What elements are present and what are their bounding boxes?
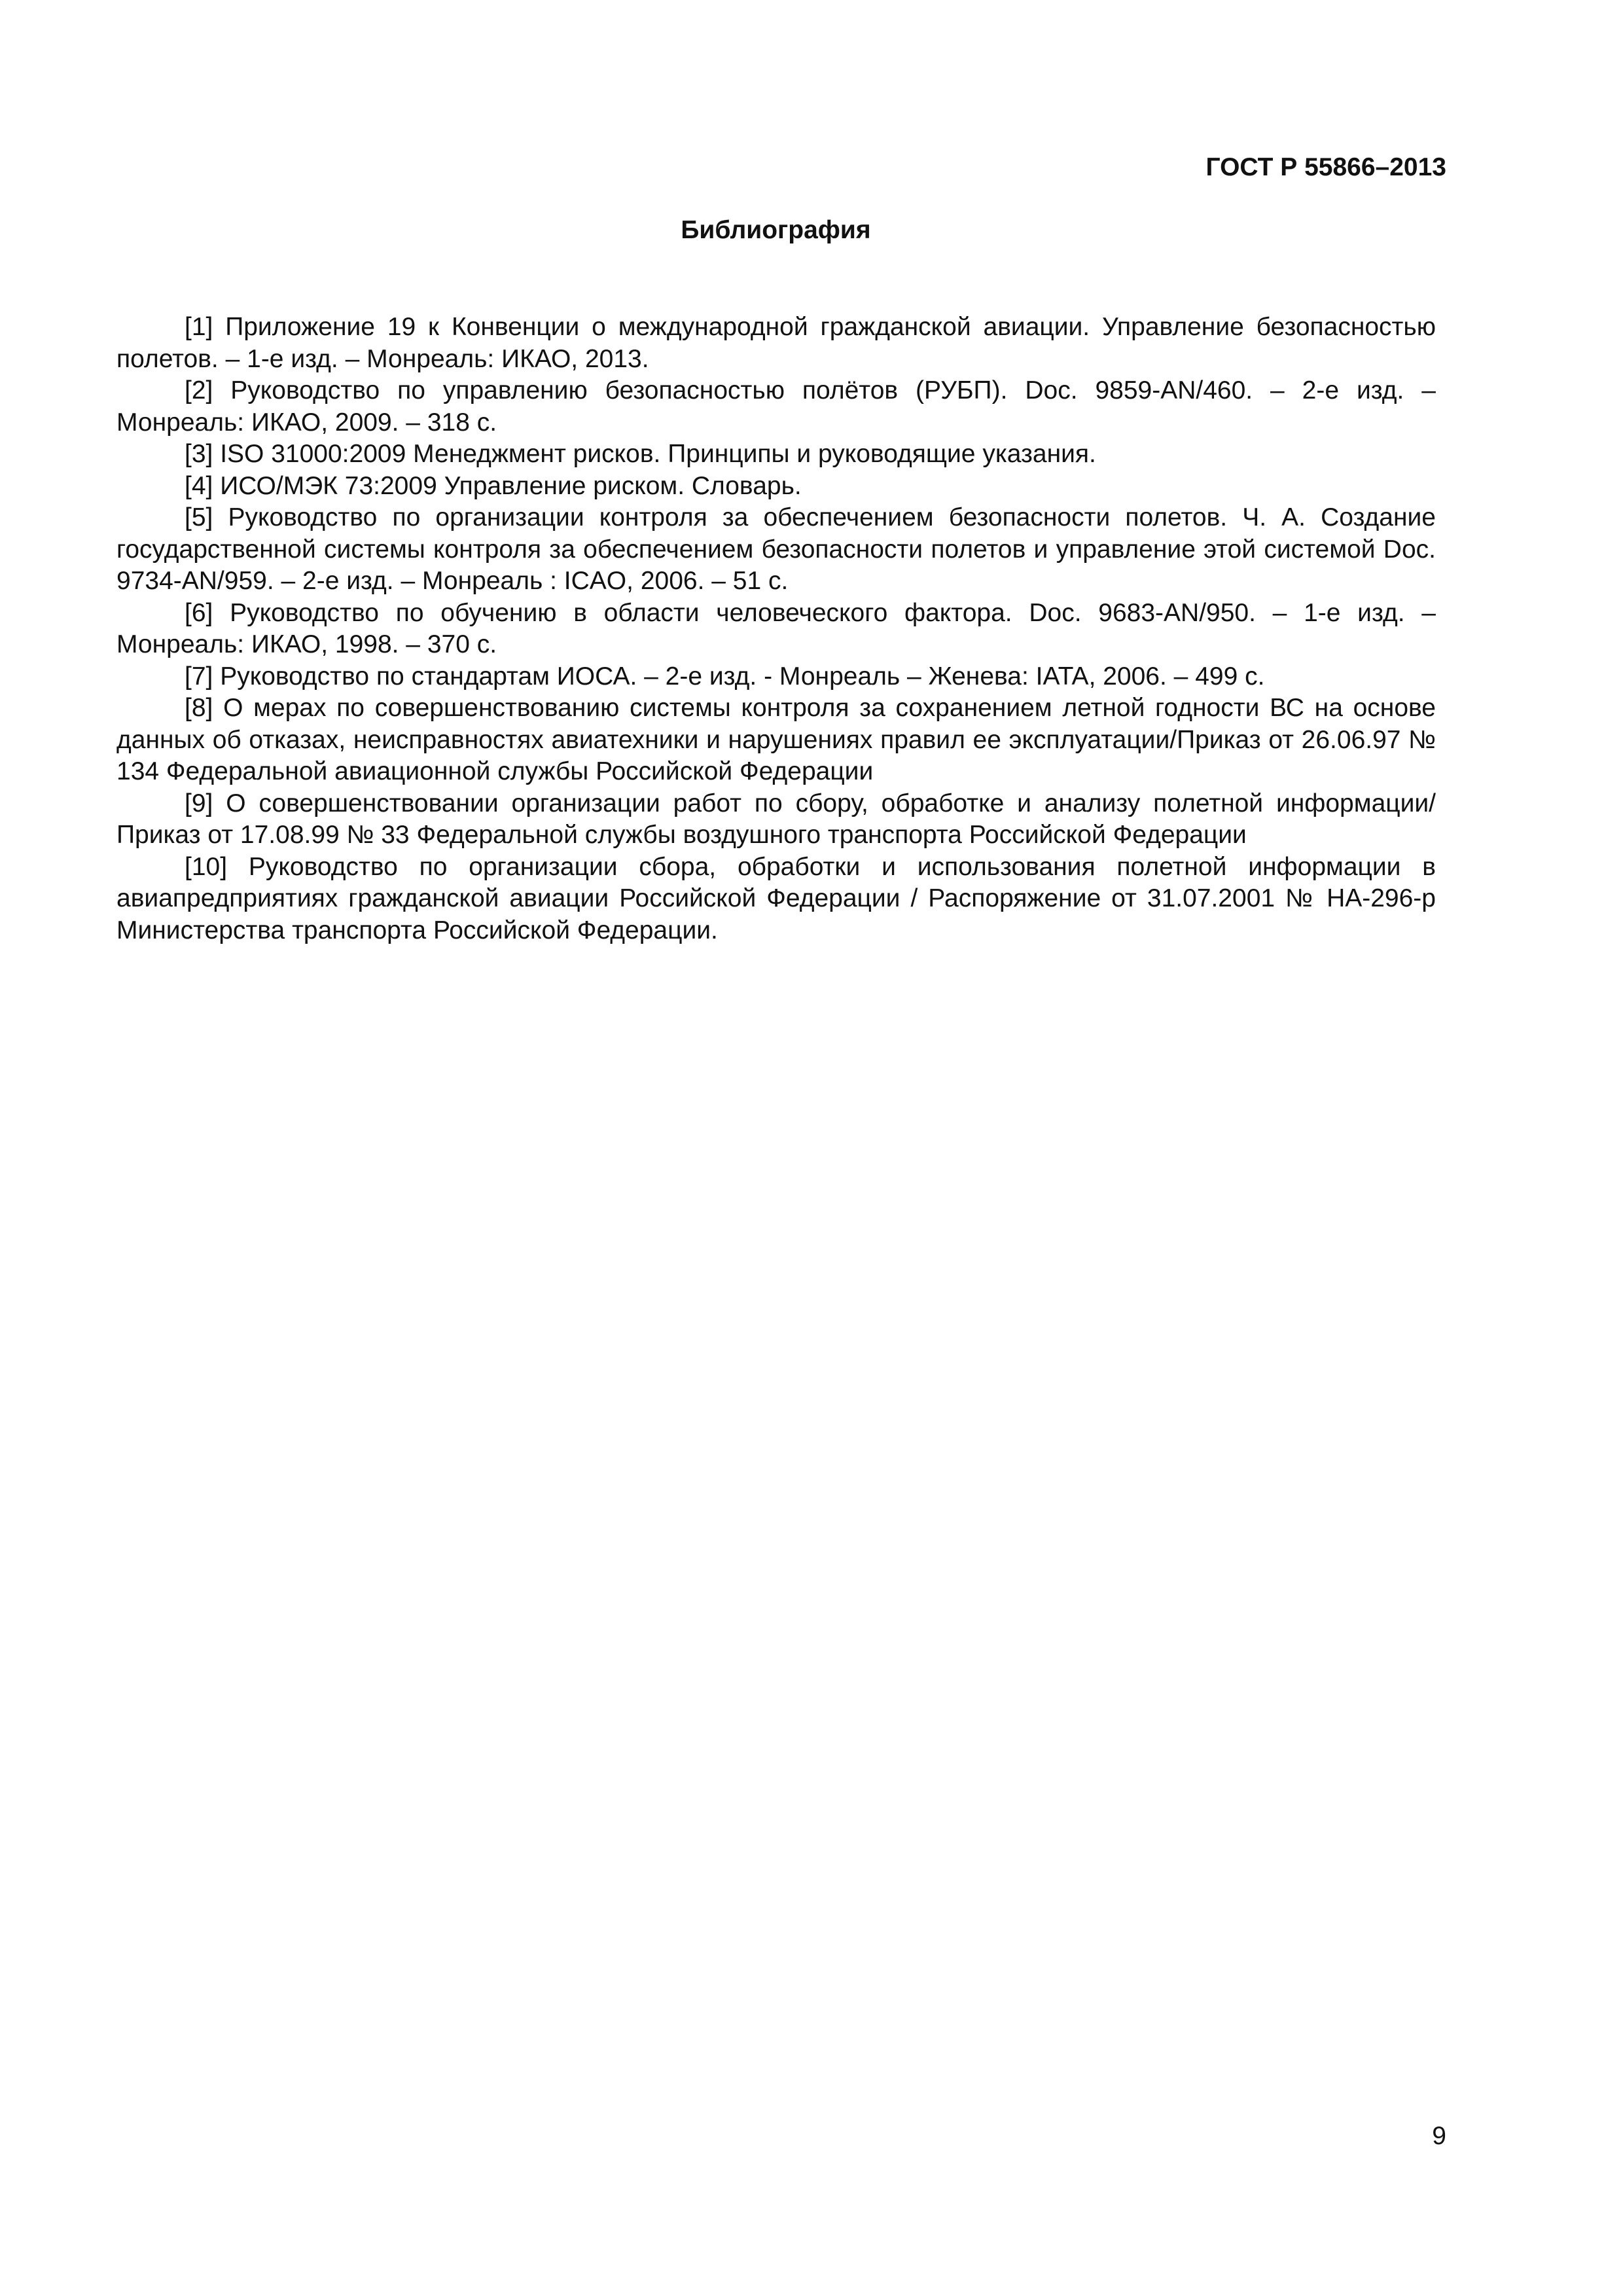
- document-code: ГОСТ Р 55866–2013: [1205, 153, 1446, 181]
- bibliography-entry-6: [6] Руководство по обучению в области человеческого фактора. Doc. 9683-AN/950. – 1-е изд. – Монреаль: ИКАО, 1998. – 370 с.: [116, 598, 1436, 658]
- bibliography-entry-8: [8] О мерах по совершенствованию системы контроля за сохранением летной годности ВС на основе данных об отказах, неисправностях авиатехники и нарушениях правил ее эксплуатации/Приказ от 26.06.97 № 134 Федеральной авиационной службы Российской Федерации: [116, 694, 1436, 785]
- page-number: 9: [1432, 2122, 1446, 2150]
- bibliography-title: Библиография: [681, 216, 871, 244]
- bibliography-entry-2: [2] Руководство по управлению безопасностью полётов (РУБП). Doc. 9859-AN/460. – 2-е изд. – Монреаль: ИКАО, 2009. – 318 с.: [116, 376, 1436, 437]
- bibliography-entry-4: [4] ИСО/МЭК 73:2009 Управление риском. Словарь.: [185, 471, 802, 500]
- bibliography-entry-7: [7] Руководство по стандартам ИОСА. – 2-е изд. - Монреаль – Женева: IATA, 2006. – 499 с.: [185, 662, 1265, 691]
- bibliography-entry-5: [5] Руководство по организации контроля за обеспечением безопасности полетов. Ч. А. Создание государственной системы контроля за обеспечением безопасности полетов и управление этой системой Doc. 9734-AN/959. – 2-е изд. – Монреаль : ICAO, 2006. – 51 с.: [116, 503, 1436, 595]
- bibliography-entry-10: [10] Руководство по организации сбора, обработки и использования полетной информации в авиапредприятиях гражданской авиации Российской Федерации / Распоряжение от 31.07.2001 № НА-296-р Министерства транспорта Российской Федерации.: [116, 852, 1436, 944]
- bibliography-entry-1: [1] Приложение 19 к Конвенции о международной гражданской авиации. Управление безопасностью полетов. – 1-е изд. – Монреаль: ИКАО, 2013.: [116, 313, 1436, 373]
- bibliography-list: [116, 312, 1436, 946]
- bibliography-entry-9: [9] О совершенствовании организации работ по сбору, обработке и анализу полетной информации/Приказ от 17.08.99 № 33 Федеральной службы воздушного транспорта Российской Федерации: [116, 789, 1436, 849]
- bibliography-entry-3: [3] ISO 31000:2009 Менеджмент рисков. Принципы и руководящие указания.: [185, 440, 1096, 468]
